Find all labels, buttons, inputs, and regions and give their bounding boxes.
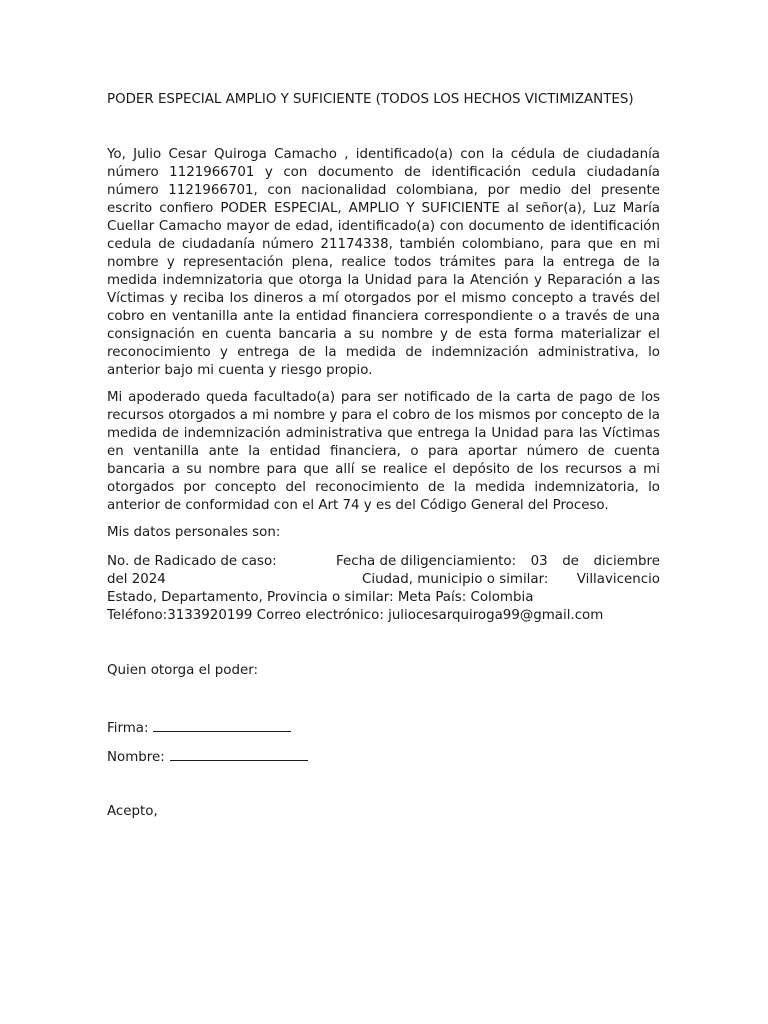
radicado-label: No. de Radicado de caso: (107, 554, 277, 569)
fecha-day: 03 (530, 554, 548, 569)
nombre-signature-line (170, 747, 308, 761)
acepto-label: Acepto, (107, 804, 158, 819)
firma-label: Firma: (107, 721, 149, 736)
ciudad-group (362, 571, 660, 589)
nombre-label: Nombre: (107, 750, 165, 765)
fecha-year: del 2024 (107, 572, 166, 587)
otorga-label: Quien otorga el poder: (107, 663, 259, 678)
paragraph-personal-data-intro: Mis datos personales son: (107, 525, 281, 540)
estado-line: Estado, Departamento, Provincia o similar: Meta País: Colombia (107, 590, 534, 605)
document-title: PODER ESPECIAL AMPLIO Y SUFICIENTE (TODOS LOS HECHOS VICTIMIZANTES) (107, 92, 634, 107)
fecha-label: Fecha de diligenciamiento: (336, 554, 517, 569)
personal-data-row-4 (107, 607, 660, 625)
personal-data-block (107, 553, 660, 625)
paragraph-grant-power: Yo, Julio Cesar Quiroga Camacho , identificado(a) con la cédula de ciudadanía número 1121966701 y con documento de identificación cedula ciudadanía número 1121966701, con nacionalidad colombiana, por medio del presente escrito confiero PODER ESPECIAL, AMPLIO Y SUFICIENTE al señor(a), Luz María Cuellar Camacho mayor de edad, identificado(a) con documento de identificación cedula de ciudadanía número 21174338, también colombiano, para que en mi nombre y representación plena, realice todos trámites para la entrega de la medida indemnizatoria que otorga la Unidad para la Atención y Reparación a las Víctimas y reciba los dineros a mí otorgados por el mismo concepto a través del cobro en ventanilla ante la entidad financiera correspondiente o a través de una consignación en cuenta bancaria a su nombre y de esta forma materializar el reconocimiento y entrega de la medida de indemnización administrativa, lo anterior bajo mi cuenta y riesgo propio. (107, 147, 660, 378)
telefono-line: Teléfono:3133920199 Correo electrónico: juliocesarquiroga99@gmail.com (107, 608, 604, 623)
firma-field (107, 718, 291, 738)
firma-signature-line (153, 718, 291, 732)
fecha-group (336, 553, 660, 571)
fecha-month: diciembre (593, 554, 660, 569)
personal-data-row-2 (107, 571, 660, 589)
ciudad-value: Villavicencio (576, 572, 660, 587)
fecha-de: de (562, 554, 579, 569)
paragraph-attorney-faculties: Mi apoderado queda facultado(a) para ser notificado de la carta de pago de los recursos otorgados a mi nombre y para el cobro de los mismos por concepto de la medida de indemnización administrativa que entrega la Unidad para las Víctimas en ventanilla ante la entidad financiera, o para aportar número de cuenta bancaria a su nombre para que allí se realice el depósito de los recursos a mi otorgados por concepto del reconocimiento de la medida indemnizatoria, lo anterior de conformidad con el Art 74 y es del Código General del Proceso. (107, 390, 660, 513)
personal-data-row-1 (107, 553, 660, 571)
ciudad-label: Ciudad, municipio o similar: (362, 572, 549, 587)
personal-data-row-3 (107, 589, 660, 607)
nombre-field (107, 747, 308, 767)
